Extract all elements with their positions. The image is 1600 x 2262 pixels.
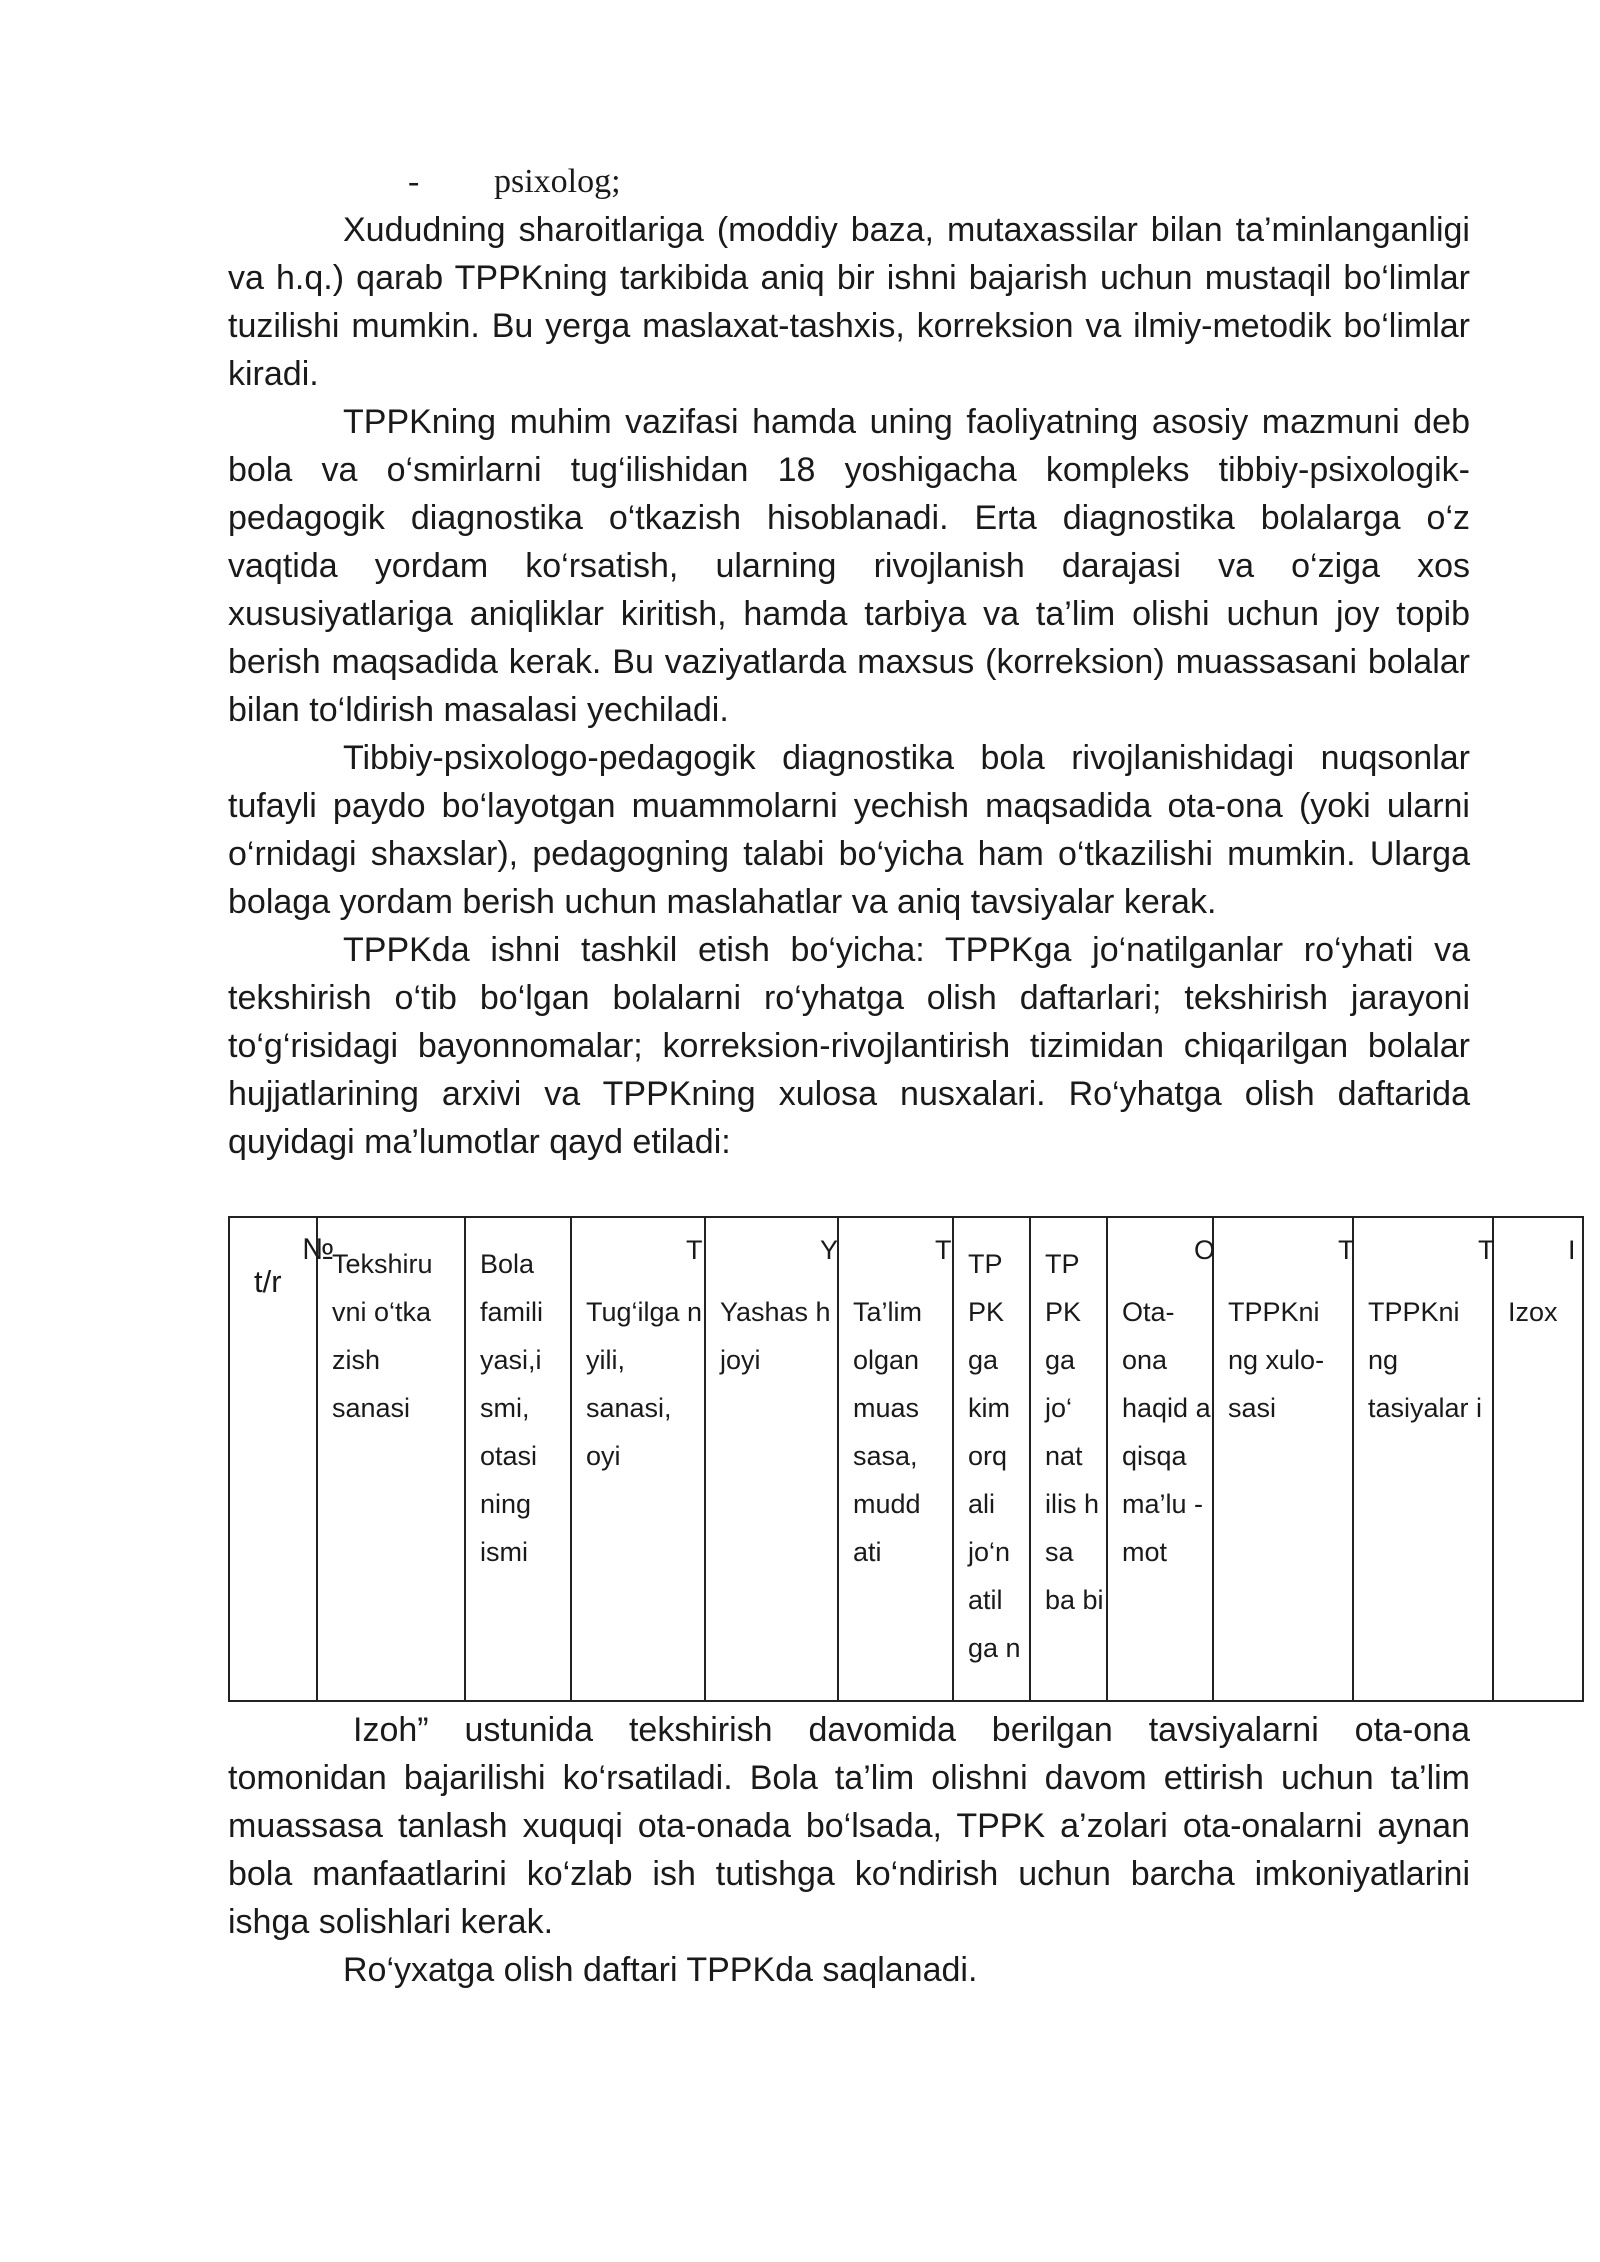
registration-table xyxy=(228,1216,1584,1702)
col-header-tppk-recommendations: T TPPKni ng tasiyalar i xyxy=(1353,1217,1493,1701)
col-header-notes: I Izox xyxy=(1493,1217,1583,1701)
paragraph-4: TPPKda ishni tashkil etish bo‘yicha: TPPKga jo‘natilganlar ro‘yhati va tekshirish o‘tib bo‘lgan bolalarni ro‘yhatga olish daftarlari; tekshirish jarayoni to‘g‘risidagi bayonnomalar; korreksion-rivojlantirish tizimidan chiqarilgan bolalar hujjatlarining arxivi va TPPKning xulosa nusxalari. Ro‘yhatga olish daftarida quyidagi ma’lumotlar qayd etiladi: xyxy=(228,931,1470,1161)
stray-letter: I xyxy=(1568,1235,1576,1265)
col-header-tppk-conclusion: T TPPKni ng xulo-sasi xyxy=(1213,1217,1353,1701)
stray-letter: T xyxy=(686,1235,703,1265)
col-header-exam-date: Tekshiru vni o‘tka zish sanasi xyxy=(317,1217,465,1701)
stray-letter: Y xyxy=(820,1235,839,1265)
col-header-parents-info: O Ota-ona haqid a qisqa ma’lu -mot xyxy=(1107,1217,1213,1701)
stray-letter: T xyxy=(935,1235,952,1265)
table-header-row xyxy=(229,1217,1583,1701)
col-header-referred-by: TP PK ga kim orq ali jo‘n atil ga n xyxy=(953,1217,1030,1701)
col-header-referral-reason: TP PK ga jo‘ nat ilis h sa ba bi xyxy=(1030,1217,1107,1701)
paragraph-3: Tibbiy-psixologo-pedagogik diagnostika bola rivojlanishidagi nuqsonlar tufayli paydo bo‘layotgan muammolarni yechish maqsadida ota-ona (yoki ularni o‘rnidagi shaxslar), pedagogning talabi bo‘yicha ham o‘tkazilishi mumkin. Ularga bolaga yordam berish uchun maslahatlar va aniq tavsiyalar kerak. xyxy=(228,739,1470,921)
paragraph-1: Xududning sharoitlariga (moddiy baza, mutaxassilar bilan ta’minlanganligi va h.q.) qarab TPPKning tarkibida aniq bir ishni bajarish uchun mustaqil bo‘limlar tuzilishi mumkin. Bu yerga maslaxat-tashxis, korreksion va ilmiy-metodik bo‘limlar kiradi. xyxy=(228,211,1470,393)
number-tr-label: t/r xyxy=(254,1264,282,1299)
col-header-child-name: Bola famili yasi,i smi, otasi ning ismi xyxy=(465,1217,571,1701)
col-header-residence: Y Yashas h joyi xyxy=(705,1217,838,1701)
number-sign: № xyxy=(302,1233,335,1266)
paragraph-6: Ro‘yxatga olish daftari TPPKda saqlanadi. xyxy=(343,1951,978,1989)
bullet-text: psixolog; xyxy=(494,163,621,200)
stray-letter: T xyxy=(1478,1235,1495,1265)
bullet-item xyxy=(228,158,1470,206)
col-number-header xyxy=(229,1217,335,1701)
col-header-birth-date: T Tug‘ilga n yili, sanasi, oyi xyxy=(571,1217,705,1701)
document-page xyxy=(228,158,1576,1994)
stray-letter: O xyxy=(1194,1235,1216,1265)
stray-letter: T xyxy=(1338,1235,1355,1265)
paragraph-2: TPPKning muhim vazifasi hamda uning faoliyatning asosiy mazmuni deb bola va o‘smirlarni tug‘ilishidan 18 yoshigacha kompleks tibbiy-psixologik-pedagogik diagnostika o‘tkazish hisoblanadi. Erta diagnostika bolalarga o‘z vaqtida yordam ko‘rsatish, ularning rivojlanish darajasi va o‘ziga xos xususiyatlariga aniqliklar kiritish, hamda tarbiya va ta’lim olishi uchun joy topib berish maqsadida kerak. Bu vaziyatlarda maxsus (korreksion) muassasani bolalar bilan to‘ldirish masalasi yechiladi. xyxy=(228,403,1470,729)
col-header-education: T Ta’lim olgan muas sasa, mudd ati xyxy=(838,1217,953,1701)
paragraph-5: Izoh” ustunida tekshirish davomida berilgan tavsiyalarni ota-ona tomonidan bajarilishi ko‘rsatiladi. Bola ta’lim olishni davom ettirish uchun ta’lim muassasa tanlash xuquqi ota-onada bo‘lsada, TPPK a’zolari ota-onalarni aynan bola manfaatlarini ko‘zlab ish tutishga ko‘ndirish uchun barcha imkoniyatlarini ishga solishlari kerak. xyxy=(228,1711,1470,1941)
bullet-dash: - xyxy=(408,163,420,200)
